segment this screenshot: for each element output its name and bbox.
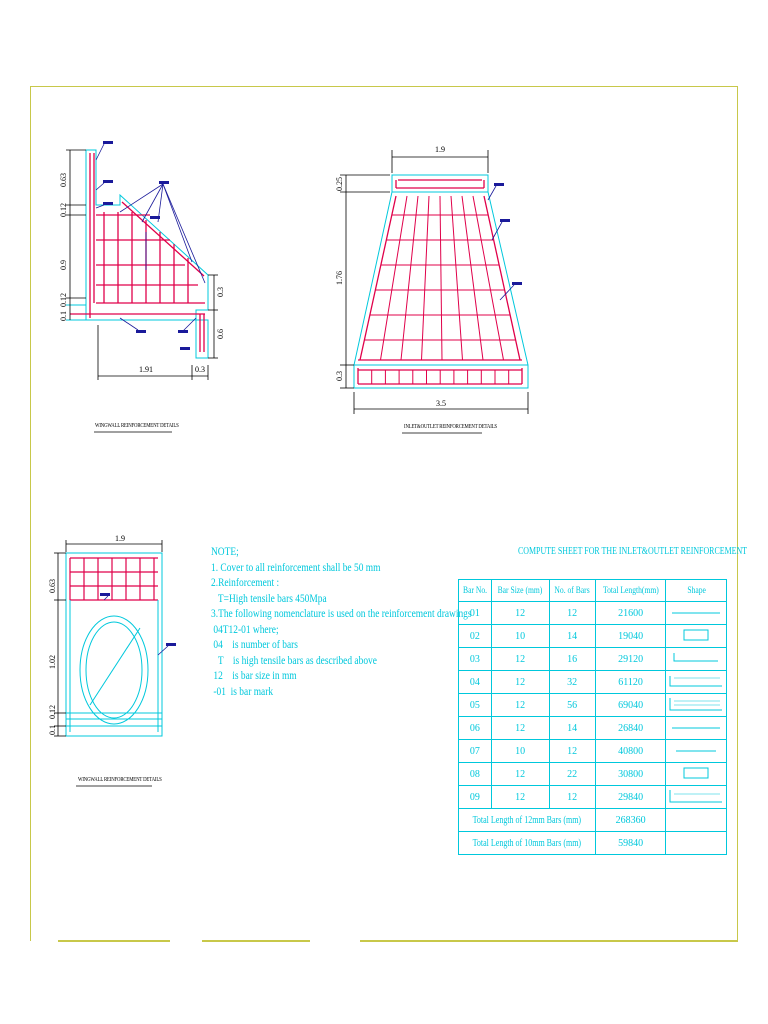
dim-012: 0.12 <box>59 203 68 217</box>
bar-no: 01 <box>459 602 492 625</box>
dim-025: 0.25 <box>335 177 344 191</box>
rebar-vertical <box>440 196 442 360</box>
rebar-schedule-table <box>458 579 727 855</box>
shape-cell <box>666 671 727 694</box>
note-line: 04T12-01 where; <box>211 623 279 636</box>
note-line: T is high tensile bars as described above <box>211 654 377 667</box>
total-value: 59840 <box>595 832 666 855</box>
rebar-vertical <box>401 196 418 360</box>
total-length: 61120 <box>595 671 666 694</box>
total-row <box>459 809 727 832</box>
rebar-vertical <box>462 196 483 360</box>
table-row <box>459 694 727 717</box>
total-length: 69040 <box>595 694 666 717</box>
total-empty <box>666 809 727 832</box>
total-label: Total Length of 10mm Bars (mm) <box>459 832 596 855</box>
bar-size: 12 <box>491 717 549 740</box>
table-row <box>459 602 727 625</box>
total-length: 26840 <box>595 717 666 740</box>
shape-cell <box>666 602 727 625</box>
total-label: Total Length of 12mm Bars (mm) <box>459 809 596 832</box>
total-length: 19040 <box>595 625 666 648</box>
dim-front-012: 0.12 <box>48 705 57 719</box>
note-line: T=High tensile bars 450Mpa <box>211 592 327 605</box>
bar-count: 16 <box>549 648 595 671</box>
dim-front-01: 0.1 <box>48 725 57 735</box>
table-row <box>459 740 727 763</box>
shape-cell <box>666 786 727 809</box>
bar-count: 22 <box>549 763 595 786</box>
wingwall-side-caption: WINGWALL REINFORCEMENT DETAILS <box>95 423 179 429</box>
bar-count: 12 <box>549 740 595 763</box>
dim-03: 0.3 <box>335 371 344 381</box>
rebar-vertical <box>451 196 463 360</box>
bar-no: 05 <box>459 694 492 717</box>
total-length: 29120 <box>595 648 666 671</box>
dim-front-063: 0.63 <box>48 579 57 593</box>
table-header: No. of Bars <box>549 580 595 602</box>
table-row <box>459 763 727 786</box>
note-line: 04 is number of bars <box>211 639 298 651</box>
bar-size: 10 <box>491 740 549 763</box>
wingwall-front-view <box>48 534 176 786</box>
wingwall-rebar <box>70 153 205 352</box>
total-length: 30800 <box>595 763 666 786</box>
rebar-vertical <box>473 196 504 360</box>
bar-count: 12 <box>549 602 595 625</box>
dim-012-lower: 0.12 <box>59 293 68 307</box>
note-line: -01 is bar mark <box>211 685 274 698</box>
dim-01: 0.1 <box>59 311 68 321</box>
dim-03-right: 0.3 <box>216 287 225 297</box>
table-header: Bar No. <box>459 580 492 602</box>
dim-09: 0.9 <box>59 260 68 270</box>
table-header: Bar Size (mm) <box>491 580 549 602</box>
dim-176: 1.76 <box>335 271 344 285</box>
bar-size: 12 <box>491 763 549 786</box>
bar-size: 12 <box>491 694 549 717</box>
bar-no: 07 <box>459 740 492 763</box>
table-row <box>459 671 727 694</box>
shape-cell <box>666 625 727 648</box>
dim-bottom-35: 3.5 <box>436 399 446 408</box>
bar-size: 10 <box>491 625 549 648</box>
table-header: Total Length(mm) <box>595 580 666 602</box>
total-length: 29840 <box>595 786 666 809</box>
dim-front-102: 1.02 <box>48 655 57 669</box>
note-line: 2.Reinforcement : <box>211 577 280 589</box>
total-value: 268360 <box>595 809 666 832</box>
bar-no: 09 <box>459 786 492 809</box>
inlet-outlet-caption: INLET&OUTLET REINFORCEMENT DETAILS <box>404 424 497 430</box>
bar-no: 06 <box>459 717 492 740</box>
rebar-vertical <box>381 196 408 360</box>
table-title: COMPUTE SHEET FOR THE INLET&OUTLET REINFORCEMENT <box>518 545 748 557</box>
dim-top-19: 1.9 <box>435 145 445 154</box>
note-line: 12 is bar size in mm <box>211 670 297 682</box>
bar-count: 14 <box>549 717 595 740</box>
bar-no: 08 <box>459 763 492 786</box>
wingwall-front-caption: WINGWALL REINFORCEMENT DETAILS <box>78 777 162 783</box>
table-row <box>459 625 727 648</box>
bar-count: 32 <box>549 671 595 694</box>
bar-size: 12 <box>491 602 549 625</box>
total-empty <box>666 832 727 855</box>
bar-size: 12 <box>491 786 549 809</box>
inlet-outlet-view <box>335 145 528 433</box>
total-row <box>459 832 727 855</box>
note-line: 3.The following nomenclature is used on the reinforcement drawings <box>211 608 472 620</box>
rebar-vertical <box>422 196 430 360</box>
table-row <box>459 717 727 740</box>
note-line: 1. Cover to all reinforcement shall be 50 mm <box>211 561 381 574</box>
shape-cell <box>666 717 727 740</box>
bar-count: 12 <box>549 786 595 809</box>
dim-03-bottom: 0.3 <box>195 365 205 374</box>
shape-cell <box>666 694 727 717</box>
bar-no: 04 <box>459 671 492 694</box>
table-row <box>459 786 727 809</box>
wingwall-front-outline <box>66 553 162 736</box>
total-length: 40800 <box>595 740 666 763</box>
notes-block <box>211 545 472 700</box>
dim-front-19: 1.9 <box>115 534 125 543</box>
wingwall-side-view <box>59 141 225 432</box>
bar-count: 56 <box>549 694 595 717</box>
shape-cell <box>666 648 727 671</box>
dim-191: 1.91 <box>139 365 153 374</box>
wingwall-front-rebar <box>70 558 158 600</box>
table-header-row <box>459 580 727 602</box>
note-line: NOTE; <box>211 546 239 558</box>
bar-no: 02 <box>459 625 492 648</box>
shape-cell <box>666 763 727 786</box>
shape-cell <box>666 740 727 763</box>
dim-063: 0.63 <box>59 173 68 187</box>
bar-no: 03 <box>459 648 492 671</box>
table-header: Shape <box>666 580 727 602</box>
bar-count: 14 <box>549 625 595 648</box>
total-length: 21600 <box>595 602 666 625</box>
table-row <box>459 648 727 671</box>
bar-size: 12 <box>491 648 549 671</box>
bar-size: 12 <box>491 671 549 694</box>
dim-06: 0.6 <box>216 329 225 339</box>
